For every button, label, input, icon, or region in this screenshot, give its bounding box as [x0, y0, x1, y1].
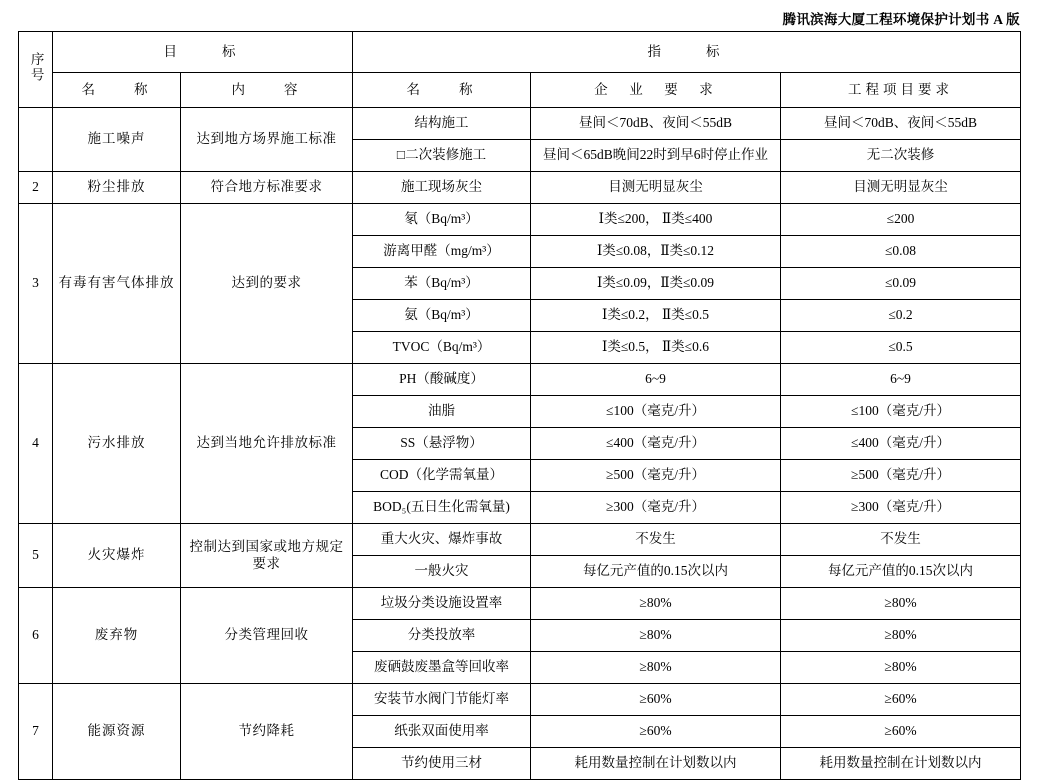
cell-indicator-name: COD（化学需氧量） [353, 460, 531, 492]
cell-goal-name: 有毒有害气体排放 [53, 204, 181, 364]
cell-sequence-number: 4 [19, 364, 53, 524]
table-row [19, 588, 1021, 620]
cell-goal-content: 分类管理回收 [181, 588, 353, 684]
cell-goal-content: 达到当地允许排放标准 [181, 364, 353, 524]
cell-company-requirement: 每亿元产值的0.15次以内 [531, 556, 781, 588]
cell-indicator-name: 垃圾分类设施设置率 [353, 588, 531, 620]
cell-goal-content: 达到地方场界施工标准 [181, 108, 353, 172]
cell-project-requirement: ≥80% [781, 652, 1021, 684]
page-header-title: 腾讯滨海大厦工程环境保护计划书 A 版 [782, 12, 1020, 27]
cell-company-requirement: ≥300（毫克/升） [531, 492, 781, 524]
header-cell-indicator-name: 名 称 [353, 73, 531, 108]
cell-company-requirement: 不发生 [531, 524, 781, 556]
table-row [19, 684, 1021, 716]
table-row [19, 524, 1021, 556]
cell-sequence-number: 5 [19, 524, 53, 588]
cell-indicator-name: 节约使用三材 [353, 748, 531, 780]
cell-sequence-number: 2 [19, 172, 53, 204]
cell-goal-name: 能源资源 [53, 684, 181, 780]
cell-goal-name: 施工噪声 [53, 108, 181, 172]
cell-company-requirement: 耗用数量控制在计划数以内 [531, 748, 781, 780]
cell-indicator-name: 废硒鼓废墨盒等回收率 [353, 652, 531, 684]
cell-project-requirement: 耗用数量控制在计划数以内 [781, 748, 1021, 780]
cell-project-requirement: 目测无明显灰尘 [781, 172, 1021, 204]
cell-indicator-name: 油脂 [353, 396, 531, 428]
cell-company-requirement: ≤400（毫克/升） [531, 428, 781, 460]
cell-company-requirement: Ⅰ类≤0.09，Ⅱ类≤0.09 [531, 268, 781, 300]
cell-project-requirement: ≤0.5 [781, 332, 1021, 364]
header-cell-goal-name: 名 称 [53, 73, 181, 108]
table-header-row-2 [19, 73, 1021, 108]
cell-project-requirement: ≥60% [781, 716, 1021, 748]
table-row [19, 108, 1021, 140]
cell-indicator-name: □二次装修施工 [353, 140, 531, 172]
cell-indicator-name: 安装节水阀门节能灯率 [353, 684, 531, 716]
cell-goal-name: 火灾爆炸 [53, 524, 181, 588]
cell-goal-content: 控制达到国家或地方规定要求 [181, 524, 353, 588]
header-cell-goal-content: 内 容 [181, 73, 353, 108]
cell-company-requirement: 昼间＜65dB晚间22时到早6时停止作业 [531, 140, 781, 172]
cell-project-requirement: ≤0.09 [781, 268, 1021, 300]
cell-indicator-name: 施工现场灰尘 [353, 172, 531, 204]
cell-company-requirement: ≤100（毫克/升） [531, 396, 781, 428]
cell-goal-name: 废弃物 [53, 588, 181, 684]
cell-company-requirement: Ⅰ类≤0.08，Ⅱ类≤0.12 [531, 236, 781, 268]
environment-protection-table [18, 31, 1021, 780]
cell-project-requirement: ≤0.2 [781, 300, 1021, 332]
cell-goal-content: 达到的要求 [181, 204, 353, 364]
cell-project-requirement: 不发生 [781, 524, 1021, 556]
cell-company-requirement: Ⅰ类≤0.2， Ⅱ类≤0.5 [531, 300, 781, 332]
cell-project-requirement: ≤400（毫克/升） [781, 428, 1021, 460]
cell-indicator-name: BOD₅(五日生化需氧量) [353, 492, 531, 524]
cell-project-requirement: 无二次装修 [781, 140, 1021, 172]
cell-indicator-name: 一般火灾 [353, 556, 531, 588]
cell-project-requirement: 昼间＜70dB、夜间＜55dB [781, 108, 1021, 140]
cell-indicator-name: 氡（Bq/m³） [353, 204, 531, 236]
table-row [19, 204, 1021, 236]
cell-company-requirement: ≥60% [531, 716, 781, 748]
cell-company-requirement: ≥80% [531, 652, 781, 684]
cell-company-requirement: ≥60% [531, 684, 781, 716]
cell-company-requirement: ≥80% [531, 588, 781, 620]
cell-goal-content: 符合地方标准要求 [181, 172, 353, 204]
header-cell-indicator: 指 标 [353, 32, 1021, 73]
cell-company-requirement: ≥80% [531, 620, 781, 652]
cell-indicator-name: PH（酸碱度） [353, 364, 531, 396]
cell-company-requirement: 6~9 [531, 364, 781, 396]
header-cell-goal: 目 标 [53, 32, 353, 73]
cell-indicator-name: 分类投放率 [353, 620, 531, 652]
cell-company-requirement: 目测无明显灰尘 [531, 172, 781, 204]
cell-goal-name: 污水排放 [53, 364, 181, 524]
cell-indicator-name: 重大火灾、爆炸事故 [353, 524, 531, 556]
cell-project-requirement: 6~9 [781, 364, 1021, 396]
cell-project-requirement: ≥500（毫克/升） [781, 460, 1021, 492]
header-cell-company-requirement: 企 业 要 求 [531, 73, 781, 108]
cell-project-requirement: ≤200 [781, 204, 1021, 236]
cell-indicator-name: 纸张双面使用率 [353, 716, 531, 748]
cell-goal-name: 粉尘排放 [53, 172, 181, 204]
cell-sequence-number: 7 [19, 684, 53, 780]
cell-project-requirement: ≤100（毫克/升） [781, 396, 1021, 428]
cell-indicator-name: SS（悬浮物） [353, 428, 531, 460]
cell-indicator-name: 氨（Bq/m³） [353, 300, 531, 332]
header-cell-project-requirement: 工程项目要求 [781, 73, 1021, 108]
cell-company-requirement: Ⅰ类≤0.5， Ⅱ类≤0.6 [531, 332, 781, 364]
table-header-row-1 [19, 32, 1021, 73]
cell-project-requirement: ≥60% [781, 684, 1021, 716]
cell-project-requirement: 每亿元产值的0.15次以内 [781, 556, 1021, 588]
environment-protection-table-container [18, 31, 1020, 780]
cell-project-requirement: ≥80% [781, 620, 1021, 652]
cell-project-requirement: ≤0.08 [781, 236, 1021, 268]
header-cell-seq: 序号 [19, 32, 53, 108]
table-row [19, 172, 1021, 204]
cell-company-requirement: Ⅰ类≤200， Ⅱ类≤400 [531, 204, 781, 236]
cell-company-requirement: 昼间＜70dB、夜间＜55dB [531, 108, 781, 140]
table-row [19, 364, 1021, 396]
cell-indicator-name: 结构施工 [353, 108, 531, 140]
cell-indicator-name: 苯（Bq/m³） [353, 268, 531, 300]
cell-project-requirement: ≥80% [781, 588, 1021, 620]
cell-sequence-number: 6 [19, 588, 53, 684]
cell-indicator-name: 游离甲醛（mg/m³） [353, 236, 531, 268]
cell-project-requirement: ≥300（毫克/升） [781, 492, 1021, 524]
cell-goal-content: 节约降耗 [181, 684, 353, 780]
cell-indicator-name: TVOC（Bq/m³） [353, 332, 531, 364]
cell-sequence-number: 3 [19, 204, 53, 364]
cell-sequence-number [19, 108, 53, 172]
cell-company-requirement: ≥500（毫克/升） [531, 460, 781, 492]
